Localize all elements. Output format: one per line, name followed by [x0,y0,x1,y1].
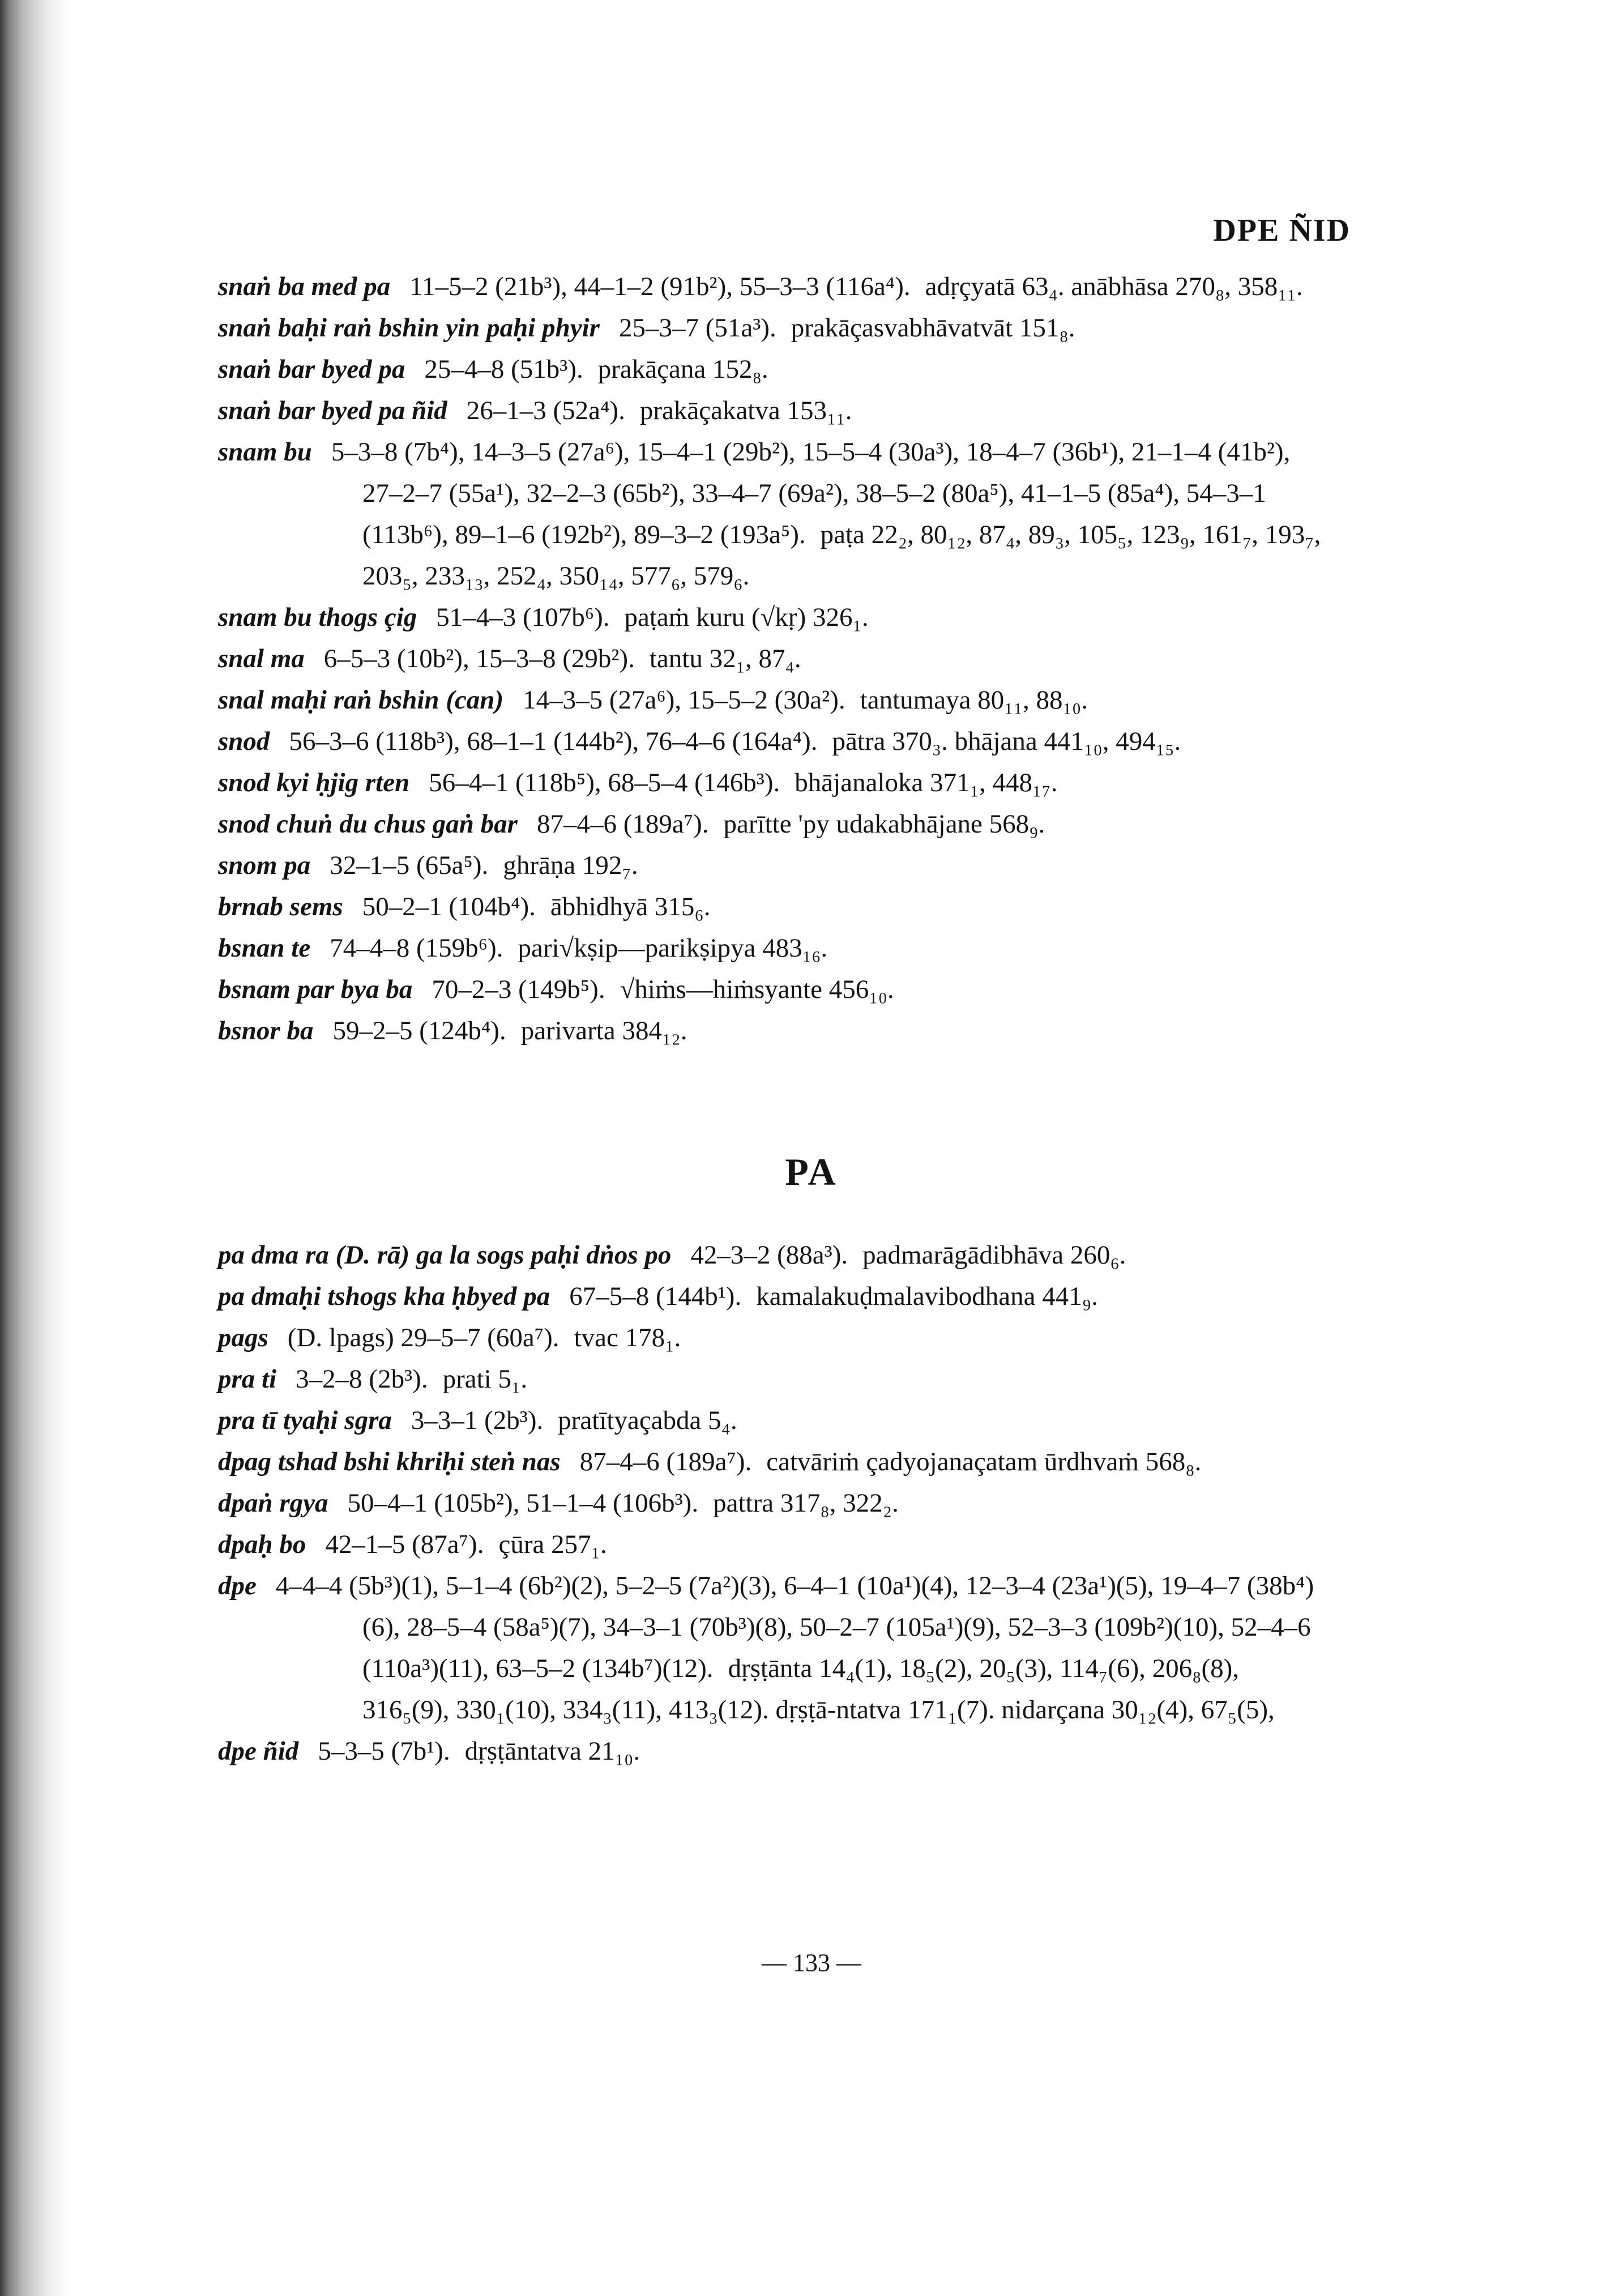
entry-headword: dpag tshad bshi khriḥi steṅ nas [218,1447,561,1476]
entry-headword: pa dmaḥi tshogs kha ḥbyed pa [218,1282,550,1311]
dictionary-entry [218,1565,1328,1731]
entry-headword: snod kyi ḥjig rten [218,768,410,797]
dictionary-entry [218,1524,1328,1565]
entry-references: 25–3–7 (51a³). [618,313,776,343]
entries-section-pa [218,1235,1328,1772]
entry-headword: snam bu [218,437,312,467]
entries-section-sn [218,266,1328,1052]
dictionary-entry [218,1359,1328,1400]
dictionary-entry [218,266,1328,308]
dictionary-entry [218,432,1328,597]
entry-references: 87–4–6 (189a⁷). [579,1447,752,1476]
entry-sanskrit: paṭa 22₂, 80₁₂, 87₄, 89₃, 105₅, 123₉, 161₇, 193₇, 203₅, 233₁₃, 252₄, 350₁₄, 577₆, 579₆. [362,520,1321,591]
entry-sanskrit: pari√kṣip—parikṣipya 483₁₆. [518,933,828,963]
entry-sanskrit: pātra 370₃. bhājana 441₁₀, 494₁₅. [832,727,1181,756]
entry-headword: pa dma ra (D. rā) ga la sogs paḥi dṅos po [218,1240,672,1270]
entry-references: 74–4–8 (159b⁶). [330,933,503,963]
entry-sanskrit: pratītyaçabda 5₄. [558,1406,737,1435]
entry-references: 42–1–5 (87a⁷). [325,1530,484,1559]
entry-references: 26–1–3 (52a⁴). [466,396,625,425]
entry-headword: snaṅ bar byed pa ñid [218,396,447,425]
entry-references: 6–5–3 (10b²), 15–3–8 (29b²). [323,644,635,673]
entry-references: 32–1–5 (65a⁵). [330,851,489,880]
entry-sanskrit: √hiṁs—hiṁsyante 456₁₀. [620,975,894,1004]
dictionary-entry [218,638,1328,680]
entry-headword: snod chuṅ du chus gaṅ bar [218,809,518,839]
entry-sanskrit: padmarāgādibhāva 260₆. [862,1240,1126,1270]
dictionary-entry [218,1441,1328,1483]
entry-sanskrit: tantu 32₁, 87₄. [649,644,801,673]
entry-headword: snal maḥi raṅ bshin (can) [218,685,504,715]
entry-headword: pra ti [218,1364,277,1394]
dictionary-entry [218,390,1328,432]
entry-headword: dpe ñid [218,1736,299,1766]
entry-headword: snom pa [218,851,311,880]
entry-headword: pra tī tyaḥi sgra [218,1406,392,1435]
dictionary-entry [218,1400,1328,1441]
entry-references: 56–3–6 (118b³), 68–1–1 (144b²), 76–4–6 (164a⁴). [289,727,818,756]
dictionary-entry [218,680,1328,721]
entry-headword: dpaṅ rgya [218,1488,328,1518]
entry-sanskrit: ābhidhyā 315₆. [550,892,711,921]
entry-references: 51–4–3 (107b⁶). [436,603,610,632]
entry-references: 56–4–1 (118b⁵), 68–5–4 (146b³). [429,768,780,797]
entry-headword: bsnor ba [218,1016,314,1045]
entry-headword: snaṅ ba med pa [218,272,391,301]
entry-references: 25–4–8 (51b³). [424,355,583,384]
entry-sanskrit: prati 5₁. [442,1364,528,1394]
dictionary-entry [218,1235,1328,1276]
entry-references: 42–3–2 (88a³). [690,1240,848,1270]
entry-sanskrit: parivarta 384₁₂. [520,1016,687,1045]
entry-references: 70–2–3 (149b⁵). [432,975,605,1004]
dictionary-entry [218,1317,1328,1359]
entry-sanskrit: çūra 257₁. [498,1530,607,1559]
entry-references: 11–5–2 (21b³), 44–1–2 (91b²), 55–3–3 (116a⁴). [409,272,911,301]
running-header: DPE ÑID [1213,213,1351,248]
entry-references: 5–3–8 (7b⁴), 14–3–5 (27a⁶), 15–4–1 (29b²), 15–5–4 (30a³), 18–4–7 (36b¹), 21–1–4 (41b²), 27–2–7 (55a¹), 32–2–3 (65b²), 33–4–7 (69a²), 38–5–2 (80a⁵), 41–1–5 (85a⁴), 54–3–1 (113b⁶), 89–1–6 (192b²), 89–3–2 (193a⁵). [331,437,1291,549]
entry-references: 59–2–5 (124b⁴). [332,1016,506,1045]
entry-sanskrit: pattra 317₈, 322₂. [713,1488,899,1518]
entry-headword: pags [218,1323,268,1352]
entry-references: 67–5–8 (144b¹). [569,1282,742,1311]
entry-headword: bsnam par bya ba [218,975,413,1004]
entry-sanskrit: prakāçakatva 153₁₁. [639,396,852,425]
entry-headword: dpaḥ bo [218,1530,306,1559]
entry-sanskrit: parītte 'py udakabhājane 568₉. [723,809,1045,839]
entry-sanskrit: adṛçyatā 63₄. anābhāsa 270₈, 358₁₁. [925,272,1303,301]
dictionary-entry [218,1276,1328,1317]
dictionary-entry [218,308,1328,349]
entry-sanskrit: paṭaṁ kuru (√kṛ) 326₁. [624,603,869,632]
dictionary-entry [218,349,1328,390]
entry-sanskrit: ghrāṇa 192₇. [503,851,638,880]
dictionary-entry [218,721,1328,762]
entry-sanskrit: prakāçasvabhāvatvāt 151₈. [791,313,1075,343]
dictionary-entry [218,969,1328,1010]
entry-references: 87–4–6 (189a⁷). [536,809,709,839]
dictionary-entry [218,886,1328,928]
dictionary-entry [218,928,1328,969]
entry-references: 50–2–1 (104b⁴). [362,892,536,921]
entry-sanskrit: prakāçana 152₈. [597,355,768,384]
entry-headword: snod [218,727,270,756]
entry-sanskrit: dṛṣṭāntatva 21₁₀. [464,1736,640,1766]
entry-headword: brnab sems [218,892,343,921]
entry-headword: snaṅ baḥi raṅ bshin yin paḥi phyir [218,313,600,343]
dictionary-entry [218,762,1328,804]
entry-references: 3–3–1 (2b³). [411,1406,544,1435]
entry-headword: snal ma [218,644,305,673]
dictionary-entry [218,804,1328,845]
dictionary-entry [218,1731,1328,1772]
entry-references: (D. lpags) 29–5–7 (60a⁷). [287,1323,559,1352]
section-heading-pa: PA [785,1150,838,1193]
page-number: — 133 — [762,1949,861,1977]
dictionary-entry [218,597,1328,638]
entry-sanskrit: catvāriṁ çadyojanaçatam ūrdhvaṁ 568₈. [766,1447,1202,1476]
entry-headword: bsnan te [218,933,311,963]
entry-references: 50–4–1 (105b²), 51–1–4 (106b³). [347,1488,699,1518]
dictionary-entry [218,1010,1328,1052]
entry-sanskrit: dṛṣṭānta 14₄(1), 18₅(2), 20₅(3), 114₇(6), 206₈(8), 316₅(9), 330₁(10), 334₃(11), 413₃(12). dṛṣṭā-ntatva 171₁(7). nidarçana 30₁₂(4), 67₅(5), [362,1654,1275,1725]
entry-headword: dpe [218,1571,257,1601]
entry-sanskrit: tantumaya 80₁₁, 88₁₀. [860,685,1088,715]
entry-headword: snaṅ bar byed pa [218,355,405,384]
entry-references: 4–4–4 (5b³)(1), 5–1–4 (6b²)(2), 5–2–5 (7a²)(3), 6–4–1 (10a¹)(4), 12–3–4 (23a¹)(5), 19–4–7 (38b⁴)(6), 28–5–4 (58a⁵)(7), 34–3–1 (70b³)(8), 50–2–7 (105a¹)(9), 52–3–3 (109b²)(10), 52–4–6 (110a³)(11), 63–5–2 (134b⁷)(12). [275,1571,1314,1683]
entry-references: 3–2–8 (2b³). [296,1364,428,1394]
dictionary-entry [218,1483,1328,1524]
entry-sanskrit: kamalakuḍmalavibodhana 441₉. [756,1282,1098,1311]
entry-sanskrit: tvac 178₁. [574,1323,681,1352]
entry-references: 5–3–5 (7b¹). [318,1736,450,1766]
dictionary-entry [218,845,1328,886]
entry-references: 14–3–5 (27a⁶), 15–5–2 (30a²). [523,685,845,715]
entry-sanskrit: bhājanaloka 371₁, 448₁₇. [795,768,1058,797]
entry-headword: snam bu thogs çig [218,603,417,632]
